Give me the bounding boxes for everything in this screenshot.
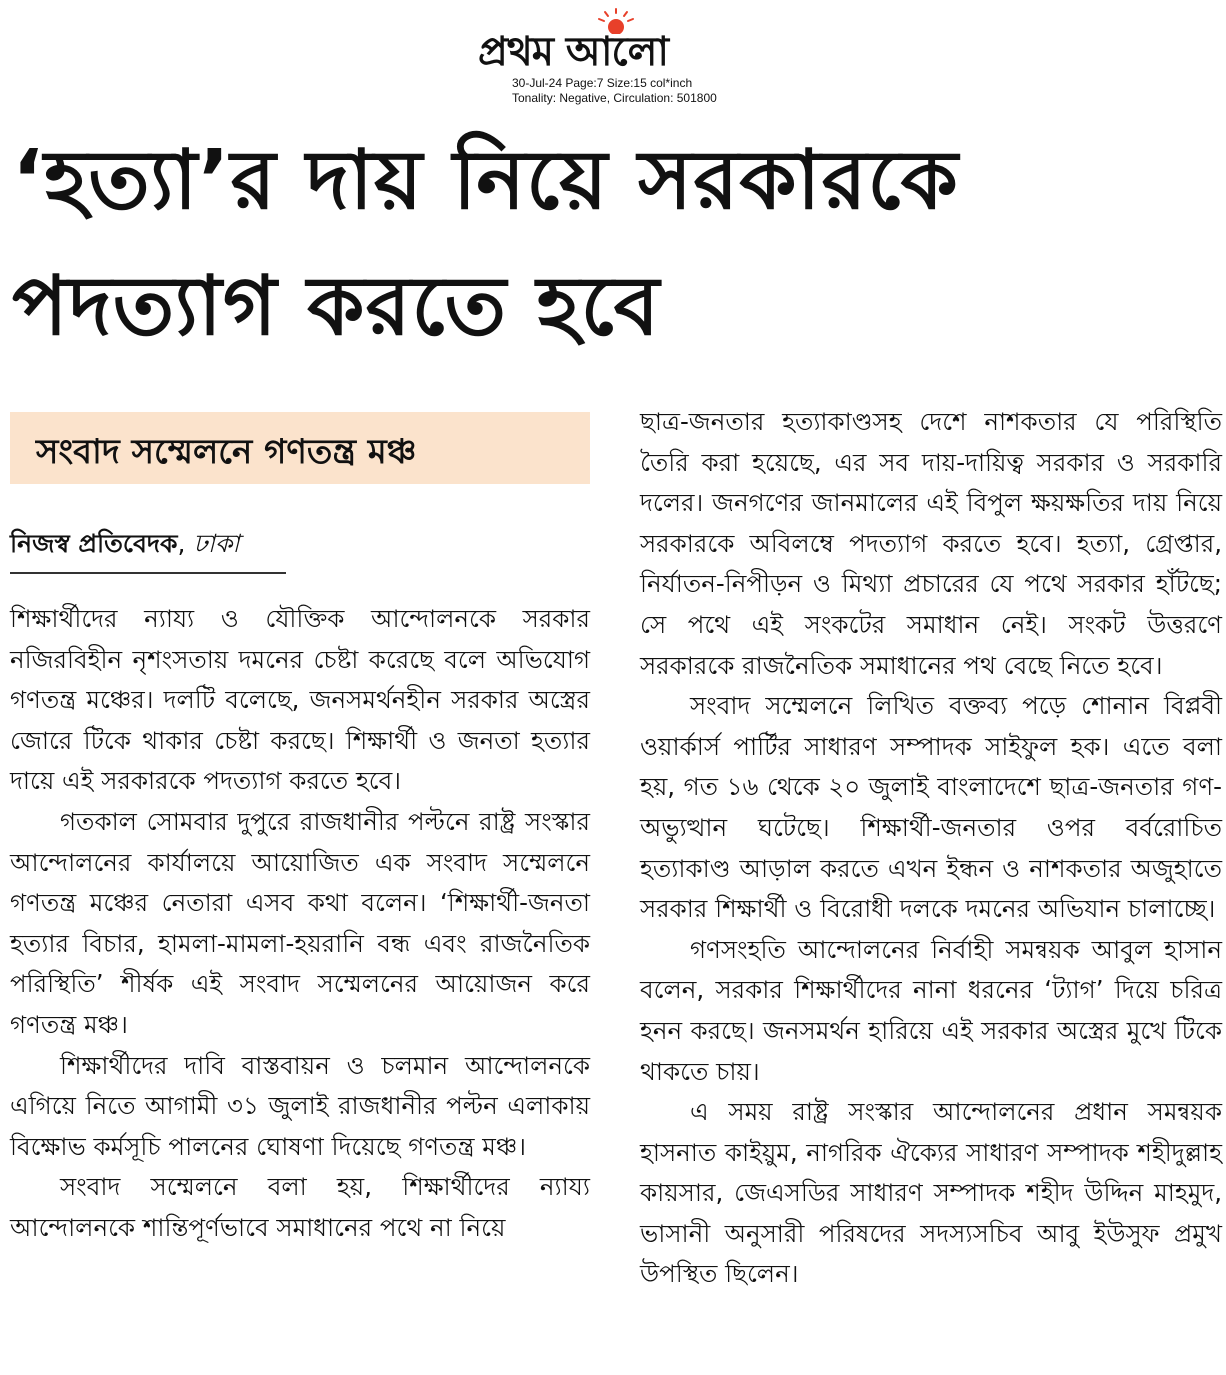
paragraph: ছাত্র-জনতার হত্যাকাণ্ডসহ দেশে নাশকতার যে পরিস্থিতি তৈরি করা হয়েছে, এর সব দায়-দায়িত্ব সরকার ও সরকারি দলের। জনগণের জানমালের এই বিপুল ক্ষয়ক্ষতির দায় নিয়ে সরকারকে অবিলম্বে পদত্যাগ করতে হবে। হত্যা, গ্রেপ্তার, নির্যাতন-নিপীড়ন ও মিথ্যা প্রচারের যে পথে সরকার হাঁটছে; সে পথে এই সংকটের সমাধান নেই। সংকট উত্তরণে সরকারকে রাজনৈতিক সমাধানের পথ বেছে নিতে হবে। bbox=[640, 407, 1222, 680]
paragraph: গণসংহতি আন্দোলনের নির্বাহী সমন্বয়ক আবুল হাসান বলেন, সরকার শিক্ষার্থীদের নানা ধরনের ‘ট্যাগ’ দিয়ে চরিত্র হনন করছে। জনসমর্থন হারিয়ে এই সরকার অস্ত্রের মুখে টিকে থাকতে চায়। bbox=[640, 934, 1222, 1086]
reporter-name: নিজস্ব প্রতিবেদক bbox=[10, 529, 178, 558]
meta-line-tonality: Tonality: Negative, Circulation: 501800 bbox=[512, 91, 717, 105]
kicker-box: সংবাদ সম্মেলনে গণতন্ত্র মঞ্চ bbox=[10, 412, 590, 484]
paragraph: শিক্ষার্থীদের দাবি বাস্তবায়ন ও চলমান আন্দোলনকে এগিয়ে নিতে আগামী ৩১ জুলাই রাজধানীর পল্টন এলাকায় বিক্ষোভ কর্মসূচি পালনের ঘোষণা দিয়েছে গণতন্ত্র মঞ্চ। bbox=[10, 1050, 590, 1161]
clipping-meta bbox=[512, 76, 717, 106]
paragraph: শিক্ষার্থীদের ন্যায্য ও যৌক্তিক আন্দোলনকে সরকার নজিরবিহীন নৃশংসতায় দমনের চেষ্টা করেছে বলে অভিযোগ গণতন্ত্র মঞ্চের। দলটি বলেছে, জনসমর্থনহীন সরকার অস্ত্রের জোরে টিকে থাকার চেষ্টা করছে। শিক্ষার্থী ও জনতা হত্যার দায়ে এই সরকারকে পদত্যাগ করতে হবে। bbox=[10, 604, 590, 796]
paragraph: এ সময় রাষ্ট্র সংস্কার আন্দোলনের প্রধান সমন্বয়ক হাসনাত কাইয়ুম, নাগরিক ঐক্যের সাধারণ সম্পাদক শহীদুল্লাহ কায়সার, জেএসডির সাধারণ সম্পাদক শহীদ উদ্দিন মাহমুদ, ভাসানী অনুসারী পরিষদের সদস্যসচিব আবু ইউসুফ প্রমুখ উপস্থিত ছিলেন। bbox=[640, 1097, 1222, 1289]
masthead bbox=[0, 0, 1226, 112]
meta-line-date: 30-Jul-24 Page:7 Size:15 col*inch bbox=[512, 76, 693, 90]
left-column bbox=[10, 412, 590, 1249]
byline-separator: , bbox=[177, 529, 194, 558]
dateline-location: ঢাকা bbox=[193, 529, 240, 558]
paragraph: সংবাদ সম্মেলনে বলা হয়, শিক্ষার্থীদের ন্যায্য আন্দোলনকে শান্তিপূর্ণভাবে সমাধানের পথে না নিয়ে bbox=[10, 1172, 590, 1242]
paragraph: গতকাল সোমবার দুপুরে রাজধানীর পল্টনে রাষ্ট্র সংস্কার আন্দোলনের কার্যালয়ে আয়োজিত এক সংবাদ সম্মেলনে গণতন্ত্র মঞ্চের নেতারা এসব কথা বলেন। ‘শিক্ষার্থী-জনতা হত্যার বিচার, হামলা-মামলা-হয়রানি বন্ধ এবং রাজনৈতিক পরিস্থিতি’ শীর্ষক এই সংবাদ সম্মেলনের আয়োজন করে গণতন্ত্র মঞ্চ। bbox=[10, 806, 590, 1039]
byline bbox=[10, 528, 590, 560]
right-column bbox=[640, 402, 1222, 1295]
byline-divider bbox=[10, 572, 286, 574]
newspaper-logo bbox=[478, 8, 750, 75]
headline: ‘হত্যা’র দায় নিয়ে সরকারকে পদত্যাগ করতে হবে bbox=[12, 133, 959, 354]
paragraph: সংবাদ সম্মেলনে লিখিত বক্তব্য পড়ে শোনান বিপ্লবী ওয়ার্কার্স পার্টির সাধারণ সম্পাদক সাইফুল হক। এতে বলা হয়, গত ১৬ থেকে ২০ জুলাই বাংলাদেশে ছাত্র-জনতার গণ-অভ্যুত্থান ঘটেছে। শিক্ষার্থী-জনতার ওপর বর্বরোচিত হত্যাকাণ্ড আড়াল করতে এখন ইন্ধন ও নাশকতার অজুহাতে সরকার শিক্ষার্থী ও বিরোধী দলকে দমনের অভিযান চালাচ্ছে। bbox=[640, 691, 1222, 924]
logo-text: প্রথম আলো bbox=[478, 29, 669, 75]
